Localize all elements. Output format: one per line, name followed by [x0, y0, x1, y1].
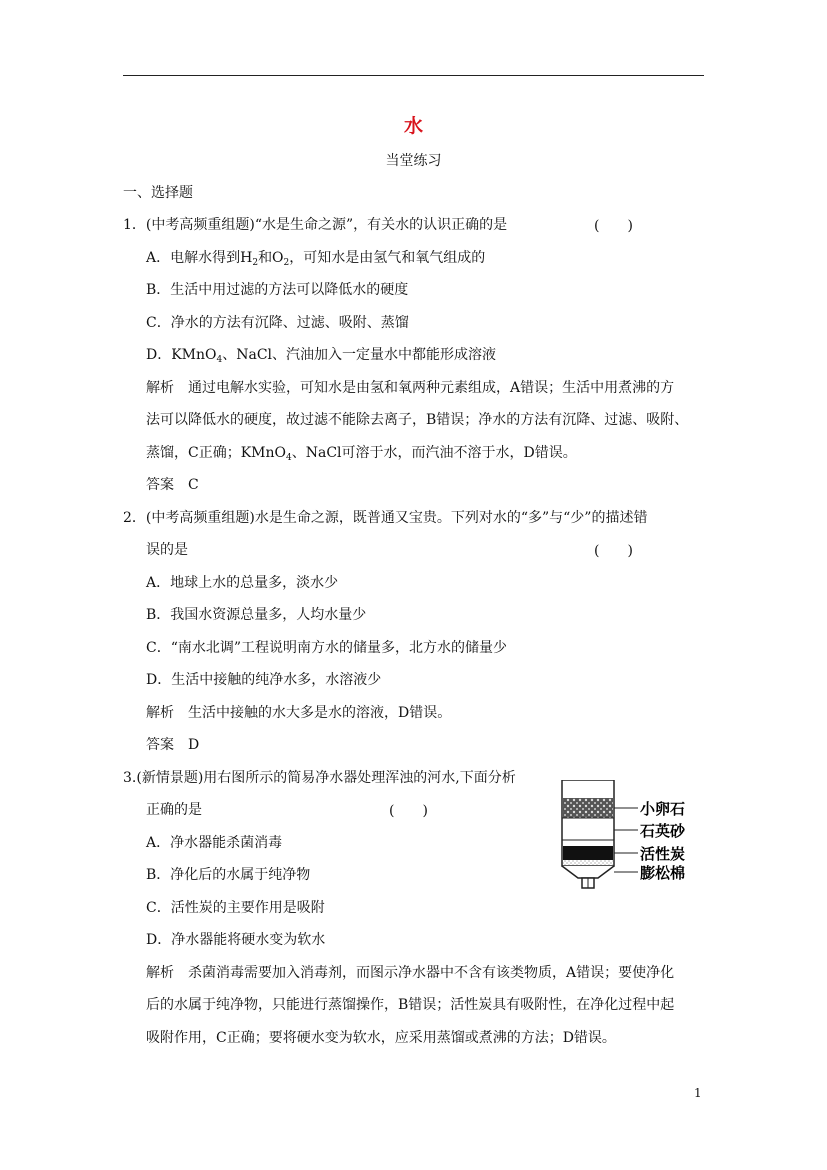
pebble-layer: [563, 798, 613, 818]
q3-explanation-line: 解析 杀菌消毒需要加入消毒剂，而图示净水器中不含有该类物质，A错误；要使净化: [146, 965, 675, 981]
figure-label: 石英砂: [640, 822, 686, 840]
q3-explanation-line: 后的水属于纯净物，只能进行蒸馏操作，B错误；活性炭具有吸附性，在净化过程中起: [146, 997, 675, 1013]
q1-explanation-line: [146, 443, 577, 468]
q3-option-d: D．净水器能将硬水变为软水: [146, 932, 326, 948]
page-number: 1: [694, 1086, 702, 1100]
section-heading: 一、选择题: [123, 185, 193, 201]
q2-answer: 答案 D: [146, 737, 200, 753]
q3-option-a: A．净水器能杀菌消毒: [146, 835, 283, 851]
q1-explanation-line: 解析 通过电解水实验，可知水是由氢和氧两种元素组成，A错误；生活中用煮沸的方: [146, 380, 675, 396]
q2-answer-paren: ( ): [594, 543, 633, 559]
q3-option-c: C．活性炭的主要作用是吸附: [146, 900, 325, 916]
carbon-layer: [563, 846, 613, 860]
page-subtitle: 当堂练习: [385, 153, 442, 169]
figure-label: 活性炭: [640, 845, 686, 863]
q1-option-a: [146, 248, 485, 273]
subscript: 4: [216, 355, 223, 365]
q2-option-d: D．生活中接触的纯净水多，水溶液少: [146, 672, 382, 688]
q3-option-b: B．净化后的水属于纯净物: [146, 867, 311, 883]
q2-option-a: A．地球上水的总量多，淡水少: [146, 575, 339, 591]
q2-stem: 2．(中考高频重组题)水是生命之源，既普通又宝贵。下列对水的“多”与“少”的描述错: [123, 510, 648, 526]
q1-option-a-text: ，可知水是由氢气和氧气组成的: [289, 250, 486, 266]
q2-explanation: 解析 生活中接触的水大多是水的溶液，D错误。: [146, 705, 452, 721]
filter-funnel: [562, 866, 614, 878]
subscript: 4: [286, 453, 292, 463]
q2-option-c: C．“南水北调”工程说明南方水的储量多，北方水的储量少: [146, 640, 508, 656]
q1-option-c: C．净水的方法有沉降、过滤、吸附、蒸馏: [146, 315, 409, 331]
q3-answer-paren: ( ): [389, 803, 428, 819]
q1-explanation-text: 、NaCl可溶于水，而汽油不溶于水，D错误。: [291, 445, 577, 461]
q1-option-d: [146, 345, 496, 370]
cotton-layer: [563, 860, 613, 865]
q3-stem: 3.(新情景题)用右图所示的简易净水器处理浑浊的河水,下面分析: [123, 770, 516, 786]
q1-explanation-text: 蒸馏，C正确；KMnO: [146, 445, 286, 461]
q2-stem-cont: 误的是: [146, 542, 188, 558]
q1-stem: 1．(中考高频重组题)“水是生命之源”，有关水的认识正确的是: [123, 217, 508, 233]
header-rule: [123, 75, 704, 76]
q1-answer-paren: ( ): [594, 218, 633, 234]
q1-option-a-text: A．电解水得到H: [146, 250, 253, 266]
q2-option-b: B．我国水资源总量多，人均水量少: [146, 607, 367, 623]
q1-option-b: B．生活中用过滤的方法可以降低水的硬度: [146, 282, 409, 298]
q1-option-d-text: 、NaCl、汽油加入一定量水中都能形成溶液: [222, 347, 497, 363]
q3-stem-cont: 正确的是: [146, 802, 202, 818]
q1-option-a-text: 和O: [258, 250, 284, 266]
subscript: 2: [252, 258, 259, 268]
q1-explanation-line: 法可以降低水的硬度，故过滤不能除去离子，B错误；净水的方法有沉降、过滤、吸附、: [146, 412, 689, 428]
water-filter-figure: [560, 780, 710, 892]
page-title: 水: [403, 115, 423, 137]
figure-label: 膨松棉: [640, 864, 686, 882]
q1-option-d-text: D．KMnO: [146, 347, 217, 363]
subscript: 2: [283, 258, 290, 268]
q3-explanation-line: 吸附作用，C正确；要将硬水变为软水，应采用蒸馏或煮沸的方法；D错误。: [146, 1030, 616, 1046]
q1-answer: 答案 C: [146, 477, 199, 493]
water-filter-diagram: [560, 780, 710, 892]
figure-label: 小卵石: [640, 800, 686, 818]
